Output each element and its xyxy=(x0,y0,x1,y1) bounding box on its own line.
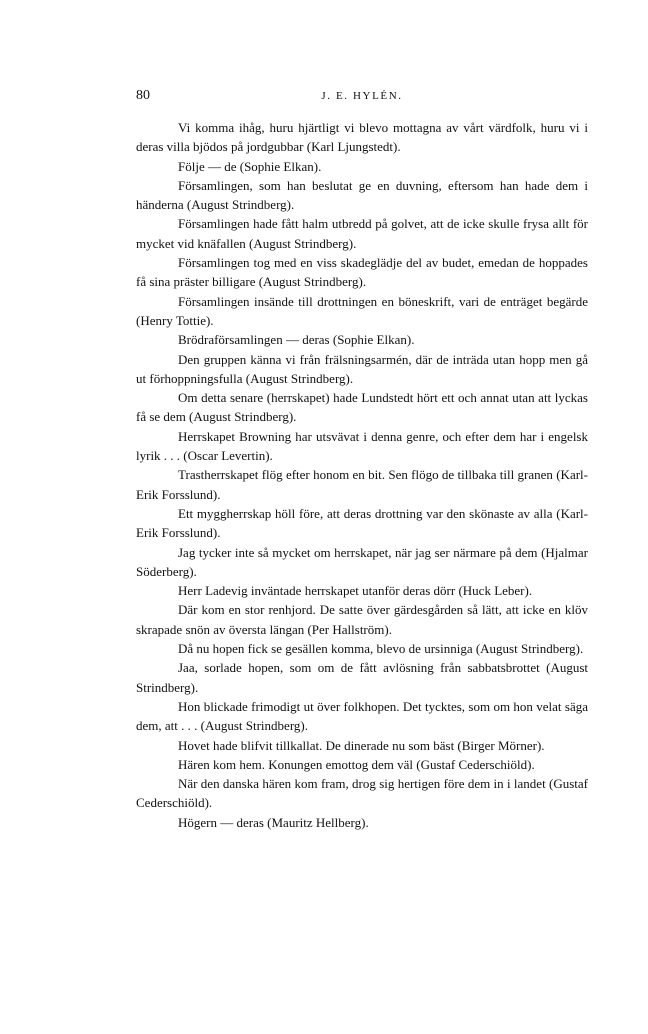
example-entry: Om detta senare (herrskapet) hade Lundstedt hört ett och annat utan att lyckas få se dem (August Strindberg). xyxy=(136,390,588,425)
page-number: 80 xyxy=(136,88,150,103)
page-header xyxy=(136,86,588,106)
example-entry: Herrskapet Browning har utsvävat i denna genre, och efter dem har i engelsk lyrik . . . (Oscar Levertin). xyxy=(136,428,588,464)
running-head: J. E. HYLÉN. xyxy=(321,90,403,102)
example-entry: Vi komma ihåg, huru hjärtligt vi blevo mottagna av vårt värdfolk, huru vi i deras villa bjödos på jordgubbar (Karl Ljungstedt). xyxy=(136,120,588,155)
example-entry: Församlingen hade fått halm utbredd på golvet, att de icke skulle frysa allt för mycket vid knäfallen (August Strindberg). xyxy=(136,216,588,251)
example-entry: Högern — deras (Mauritz Hellberg). xyxy=(178,814,369,830)
example-entry: Där kom en stor renhjord. De satte över gärdesgården så lätt, att icke en klöv skrapade snön av översta längan (Per Hallström). xyxy=(136,602,588,637)
example-entry: Församlingen, som han beslutat ge en duvning, eftersom han hade dem i händerna (August Strindberg). xyxy=(136,177,588,213)
example-entry: Då nu hopen fick se gesällen komma, blevo de ursinniga (August Strindberg). xyxy=(178,641,584,657)
example-entry: Brödraförsamlingen — deras (Sophie Elkan). xyxy=(178,332,415,348)
example-entry: Församlingen tog med en viss skadeglädje del av budet, emedan de hoppades få sina präster billigare (August Strindberg). xyxy=(136,255,588,290)
example-entry: Hären kom hem. Konungen emottog dem väl (Gustaf Cederschiöld). xyxy=(178,756,535,772)
example-entry: Trastherrskapet flög efter honom en bit. Sen flögo de tillbaka till granen (Karl-Erik Forsslund). xyxy=(136,467,588,502)
example-entry: Följe — de (Sophie Elkan). xyxy=(178,158,322,174)
example-entry: Hovet hade blifvit tillkallat. De dinerade nu som bäst (Birger Mörner). xyxy=(178,737,545,753)
example-entry: Herr Ladevig inväntade herrskapet utanför deras dörr (Huck Leber). xyxy=(178,583,533,599)
body-text xyxy=(136,118,588,832)
example-entry: Ett myggherrskap höll före, att deras drottning var den skönaste av alla (Karl-Erik Forsslund). xyxy=(136,505,588,541)
example-entry: Hon blickade frimodigt ut över folkhopen. Det tycktes, som om hon velat säga dem, att . . . (August Strindberg). xyxy=(136,698,588,734)
example-entry: Jag tycker inte så mycket om herrskapet, när jag ser närmare på dem (Hjalmar Söderberg). xyxy=(136,544,588,579)
example-entry: Den gruppen känna vi från frälsningsarmén, där de inträda utan hopp men gå ut förhoppningsfulla (August Strindberg). xyxy=(136,351,588,386)
example-entry: Jaa, sorlade hopen, som om de fått avlösning från sabbatsbrottet (August Strindberg). xyxy=(136,660,588,695)
example-entry: När den danska hären kom fram, drog sig hertigen före dem in i landet (Gustaf Cederschiöld). xyxy=(136,776,588,811)
example-entry: Församlingen insände till drottningen en böneskrift, vari de enträget begärde (Henry Tottie). xyxy=(136,293,588,328)
